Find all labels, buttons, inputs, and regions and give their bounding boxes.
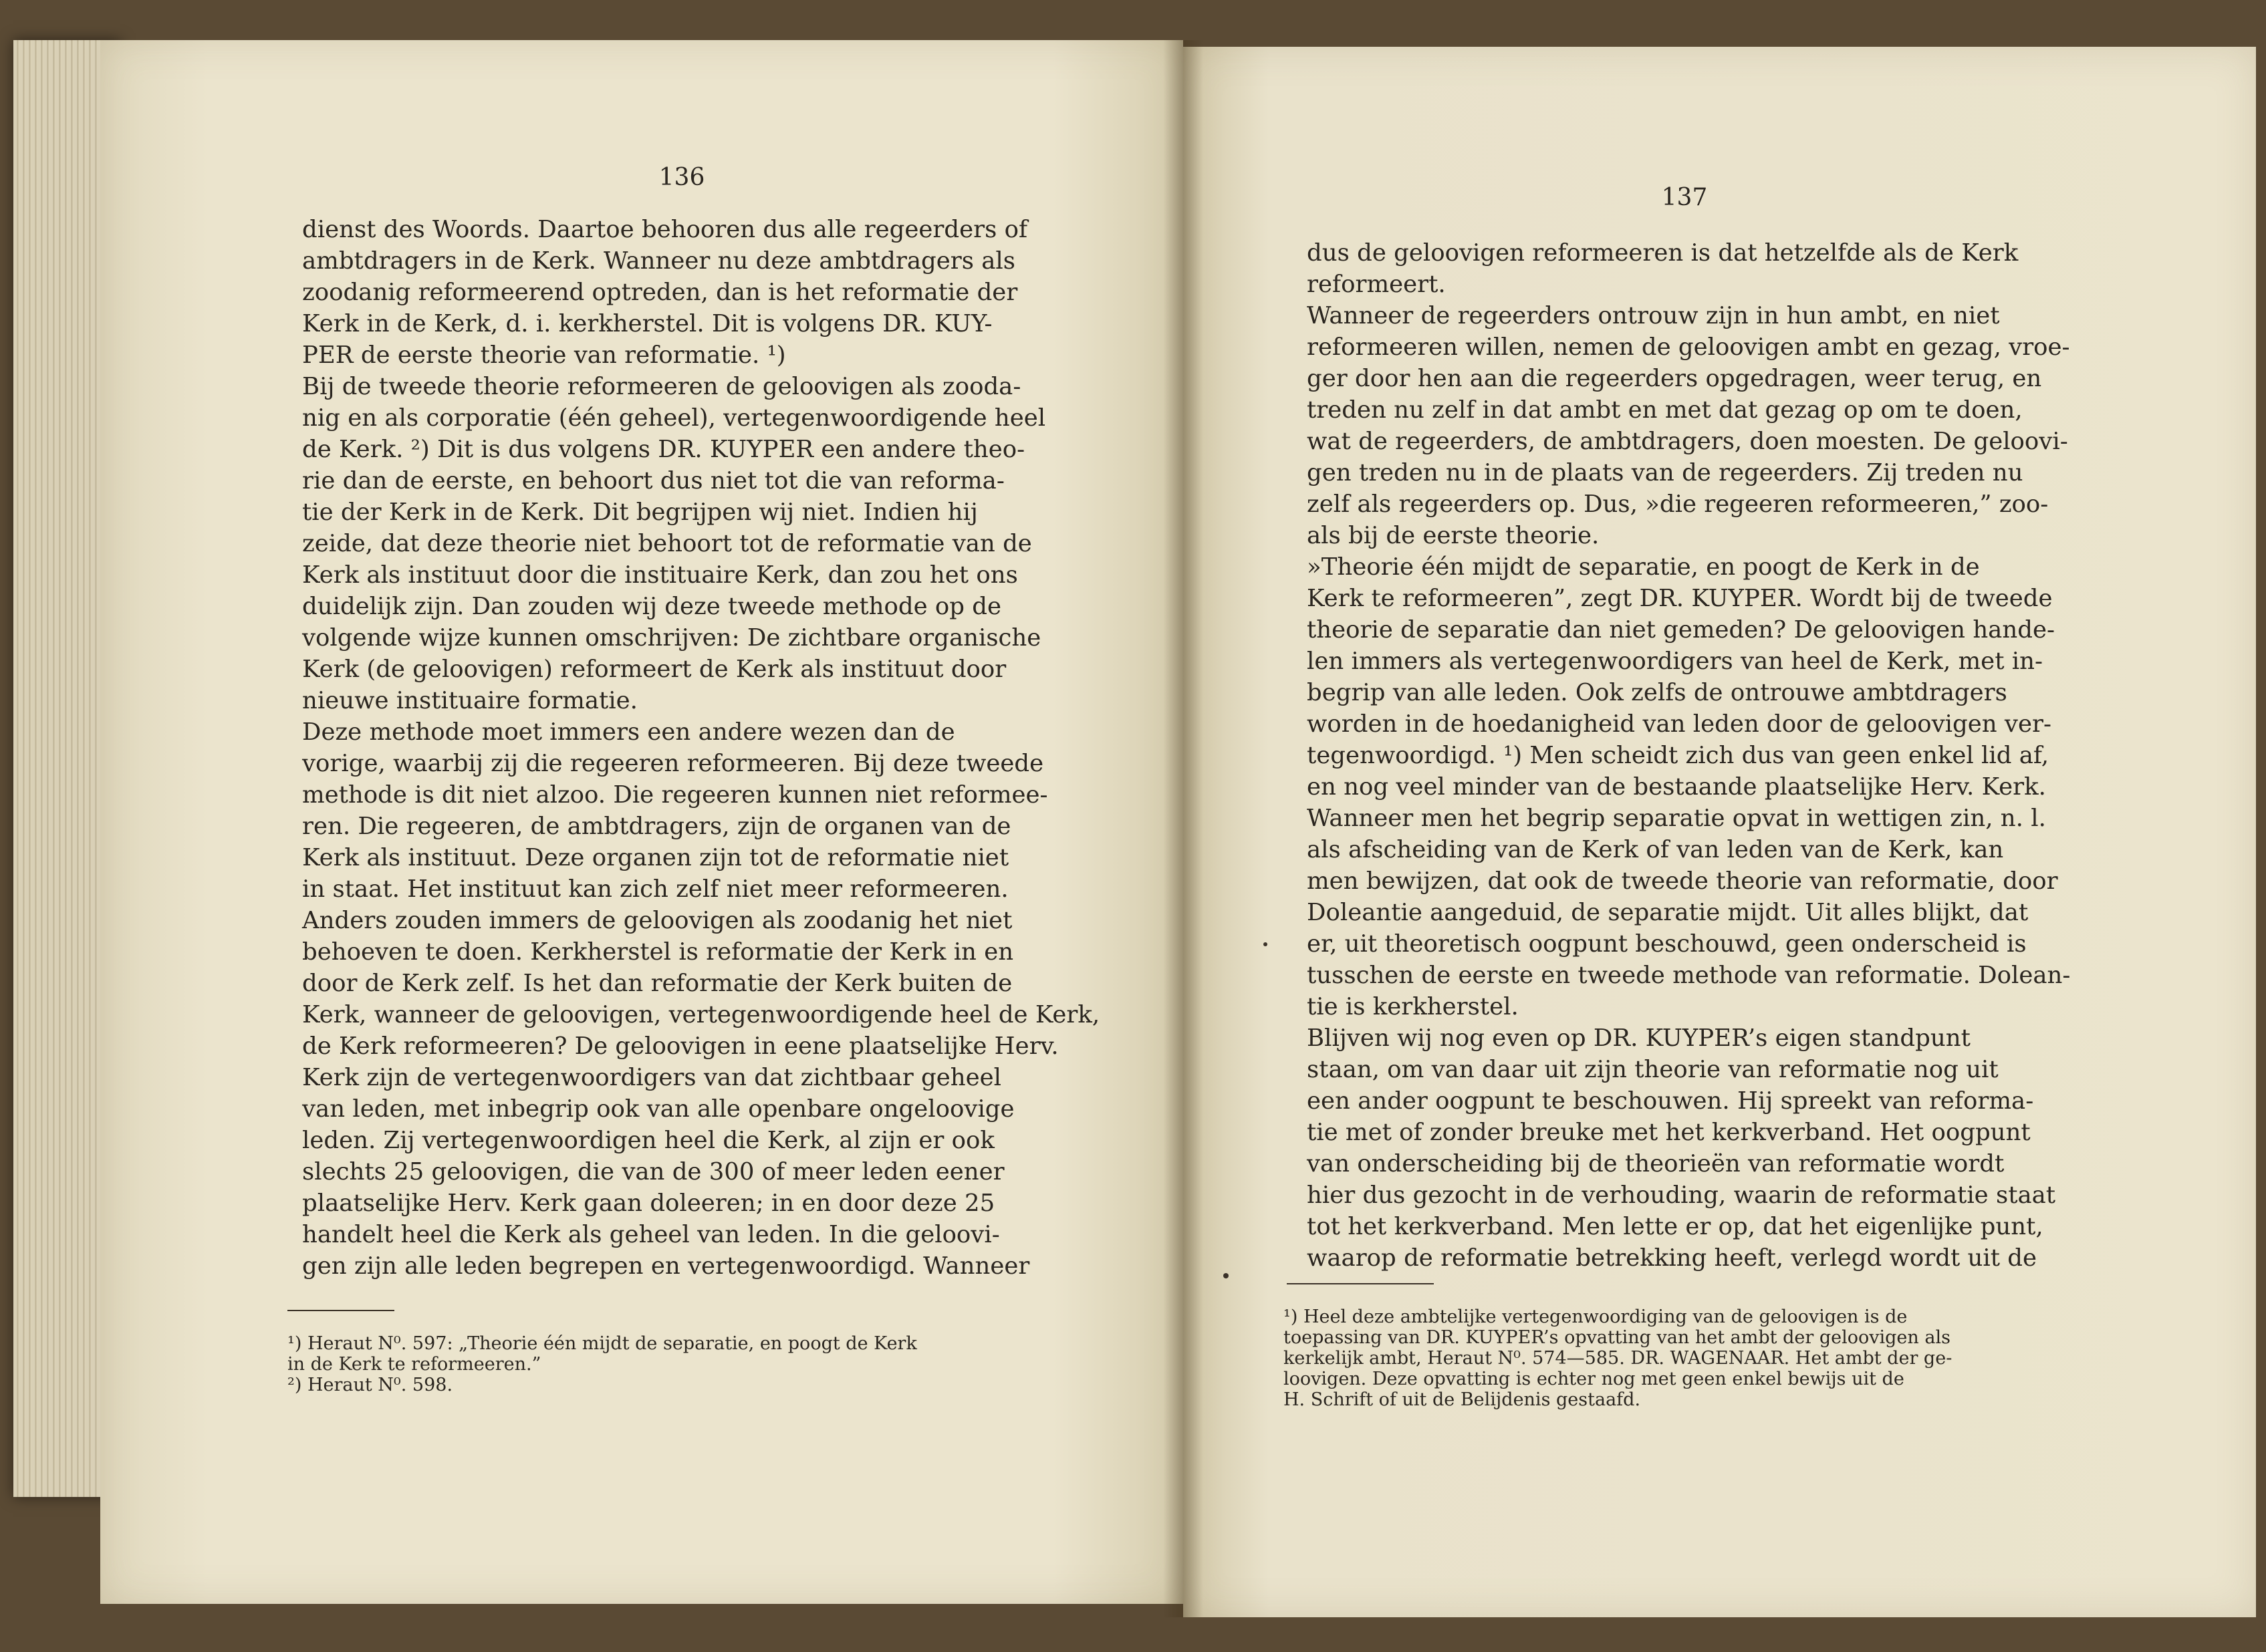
- left-footnotes: [287, 1333, 1056, 1395]
- text-line: Wanneer men het begrip separatie opvat in wettigen zin, n. l.: [1307, 805, 2046, 832]
- text-line: tusschen de eerste en tweede methode van reformatie. Dolean-: [1307, 962, 2071, 989]
- text-line: gen zijn alle leden begrepen en vertegenwoordigd. Wanneer: [302, 1252, 1030, 1280]
- text-line: plaatselijke Herv. Kerk gaan doleeren; in en door deze 25: [302, 1190, 995, 1217]
- text-line: de Kerk reformeeren? De geloovigen in eene plaatselijke Herv.: [302, 1032, 1059, 1060]
- text-line: treden nu zelf in dat ambt en met dat gezag op om te doen,: [1307, 396, 2023, 424]
- text-line: tie is kerkherstel.: [1307, 993, 1519, 1020]
- text-line: nieuwe instituaire formatie.: [302, 687, 638, 714]
- text-line: ambtdragers in de Kerk. Wanneer nu deze ambtdragers als: [302, 247, 1015, 275]
- text-line: ren. Die regeeren, de ambtdragers, zijn de organen van de: [302, 813, 1011, 840]
- text-line: door de Kerk zelf. Is het dan reformatie der Kerk buiten de: [302, 970, 1013, 997]
- text-line: men bewijzen, dat ook de tweede theorie van reformatie, door: [1307, 867, 2058, 895]
- text-line: van leden, met inbegrip ook van alle openbare ongeloovige: [302, 1095, 1015, 1123]
- text-line: Kerk (de geloovigen) reformeert de Kerk als instituut door: [302, 656, 1007, 683]
- text-line: zelf als regeerders op. Dus, »die regeeren reformeeren,” zoo-: [1307, 491, 2049, 518]
- text-line: len immers als vertegenwoordigers van heel de Kerk, met in-: [1307, 648, 2043, 675]
- footnote-line: ²) Heraut N⁰. 598.: [287, 1375, 453, 1395]
- text-line: vorige, waarbij zij die regeeren reformeeren. Bij deze tweede: [302, 750, 1044, 777]
- text-line: rie dan de eerste, en behoort dus niet tot die van reforma-: [302, 467, 1005, 495]
- text-line: leden. Zij vertegenwoordigen heel die Kerk, al zijn er ook: [302, 1127, 995, 1154]
- text-line: duidelijk zijn. Dan zouden wij deze tweede methode op de: [302, 593, 1002, 620]
- text-line: tegenwoordigd. ¹) Men scheidt zich dus van geen enkel lid af,: [1307, 742, 2049, 769]
- text-line: van onderscheiding bij de theorieën van reformatie wordt: [1307, 1150, 2005, 1178]
- footnote-line: in de Kerk te reformeeren.”: [287, 1354, 541, 1375]
- text-line: gen treden nu in de plaats van de regeerders. Zij treden nu: [1307, 459, 2023, 487]
- footnote-rule-left: [287, 1310, 394, 1311]
- text-line: Kerk zijn de vertegenwoordigers van dat zichtbaar geheel: [302, 1064, 1002, 1091]
- text-line: theorie de separatie dan niet gemeden? De geloovigen hande-: [1307, 616, 2055, 644]
- footnote-line: ¹) Heel deze ambtelijke vertegenwoordiging van de geloovigen is de: [1283, 1306, 1908, 1327]
- footnote-line: kerkelijk ambt, Heraut N⁰. 574—585. DR. WAGENAAR. Het ambt der ge-: [1283, 1348, 1953, 1369]
- text-line: als bij de eerste theorie.: [1307, 522, 1600, 549]
- footnote-line: H. Schrift of uit de Belijdenis gestaafd.: [1283, 1389, 1641, 1410]
- right-footnotes: [1283, 1306, 2042, 1410]
- text-line: de Kerk. ²) Dit is dus volgens DR. KUYPER een andere theo-: [302, 436, 1025, 463]
- text-line: Bij de tweede theorie reformeeren de geloovigen als zooda-: [302, 373, 1021, 400]
- text-line: reformeeren willen, nemen de geloovigen ambt en gezag, vroe-: [1307, 333, 2070, 361]
- text-line: een ander oogpunt te beschouwen. Hij spreekt van reforma-: [1307, 1087, 2034, 1115]
- text-line: hier dus gezocht in de verhouding, waarin de reformatie staat: [1307, 1182, 2056, 1209]
- text-line: Kerk als instituut door die instituaire Kerk, dan zou het ons: [302, 561, 1018, 589]
- text-line: reformeert.: [1307, 271, 1446, 298]
- text-line: behoeven te doen. Kerkherstel is reformatie der Kerk in en: [302, 938, 1014, 966]
- text-line: Kerk te reformeeren”, zegt DR. KUYPER. Wordt bij de tweede: [1307, 585, 2053, 612]
- left-page-body: [302, 214, 1100, 1282]
- text-line: er, uit theoretisch oogpunt beschouwd, geen onderscheid is: [1307, 930, 2027, 958]
- footnote-line: loovigen. Deze opvatting is echter nog met geen enkel bewijs uit de: [1283, 1369, 1904, 1389]
- text-line: PER de eerste theorie van reformatie. ¹): [302, 341, 786, 369]
- text-line: tot het kerkverband. Men lette er op, dat het eigenlijke punt,: [1307, 1213, 2043, 1240]
- text-line: ger door hen aan die regeerders opgedragen, weer terug, en: [1307, 365, 2042, 392]
- text-line: staan, om van daar uit zijn theorie van reformatie nog uit: [1307, 1056, 1999, 1083]
- text-line: »Theorie één mijdt de separatie, en poogt de Kerk in de: [1307, 553, 1980, 581]
- text-line: Deze methode moet immers een andere wezen dan de: [302, 718, 955, 746]
- footnote-line: toepassing van DR. KUYPER’s opvatting van het ambt der geloovigen als: [1283, 1327, 1950, 1348]
- text-line: zoodanig reformeerend optreden, dan is het reformatie der: [302, 279, 1018, 306]
- text-line: Kerk in de Kerk, d. i. kerkherstel. Dit is volgens DR. KUY-: [302, 310, 993, 337]
- text-line: Blijven wij nog even op DR. KUYPER’s eigen standpunt: [1307, 1024, 1971, 1052]
- footnote-line: ¹) Heraut N⁰. 597: „Theorie één mijdt de separatie, en poogt de Kerk: [287, 1333, 917, 1354]
- text-line: Wanneer de regeerders ontrouw zijn in hun ambt, en niet: [1307, 302, 2000, 329]
- book-gutter: [1163, 40, 1203, 1617]
- text-line: dienst des Woords. Daartoe behooren dus alle regeerders of: [302, 216, 1028, 243]
- text-line: waarop de reformatie betrekking heeft, verlegd wordt uit de: [1307, 1244, 2037, 1272]
- text-line: methode is dit niet alzoo. Die regeeren kunnen niet reformee-: [302, 781, 1048, 809]
- right-page-body: [1307, 237, 2071, 1274]
- text-line: tie met of zonder breuke met het kerkverband. Het oogpunt: [1307, 1119, 2031, 1146]
- text-line: volgende wijze kunnen omschrijven: De zichtbare organische: [302, 624, 1041, 652]
- text-line: dus de geloovigen reformeeren is dat hetzelfde als de Kerk: [1307, 239, 2019, 267]
- text-line: in staat. Het instituut kan zich zelf niet meer reformeeren.: [302, 875, 1009, 903]
- text-line: begrip van alle leden. Ook zelfs de ontrouwe ambtdragers: [1307, 679, 2007, 706]
- text-line: Kerk als instituut. Deze organen zijn tot de reformatie niet: [302, 844, 1009, 871]
- text-line: en nog veel minder van de bestaande plaatselijke Herv. Kerk.: [1307, 773, 2046, 801]
- text-line: zeide, dat deze theorie niet behoort tot de reformatie van de: [302, 530, 1032, 557]
- text-line: nig en als corporatie (één geheel), vertegenwoordigende heel: [302, 404, 1046, 432]
- text-line: tie der Kerk in de Kerk. Dit begrijpen wij niet. Indien hij: [302, 499, 978, 526]
- text-line: worden in de hoedanigheid van leden door de geloovigen ver-: [1307, 710, 2051, 738]
- text-line: Anders zouden immers de geloovigen als zoodanig het niet: [302, 907, 1013, 934]
- footnote-rule-right: [1287, 1283, 1434, 1284]
- text-line: handelt heel die Kerk als geheel van leden. In die geloovi-: [302, 1221, 1000, 1248]
- text-line: als afscheiding van de Kerk of van leden van de Kerk, kan: [1307, 836, 2004, 863]
- text-line: wat de regeerders, de ambtdragers, doen moesten. De geloovi-: [1307, 428, 2068, 455]
- text-line: Doleantie aangeduid, de separatie mijdt. Uit alles blijkt, dat: [1307, 899, 2029, 926]
- page-number-right: 137: [1661, 184, 1708, 211]
- page-number-left: 136: [658, 164, 705, 191]
- scan-speck: [1263, 942, 1267, 946]
- scan-speck: [1223, 1273, 1229, 1278]
- text-line: Kerk, wanneer de geloovigen, vertegenwoordigende heel de Kerk,: [302, 1001, 1100, 1028]
- text-line: slechts 25 geloovigen, die van de 300 of meer leden eener: [302, 1158, 1005, 1186]
